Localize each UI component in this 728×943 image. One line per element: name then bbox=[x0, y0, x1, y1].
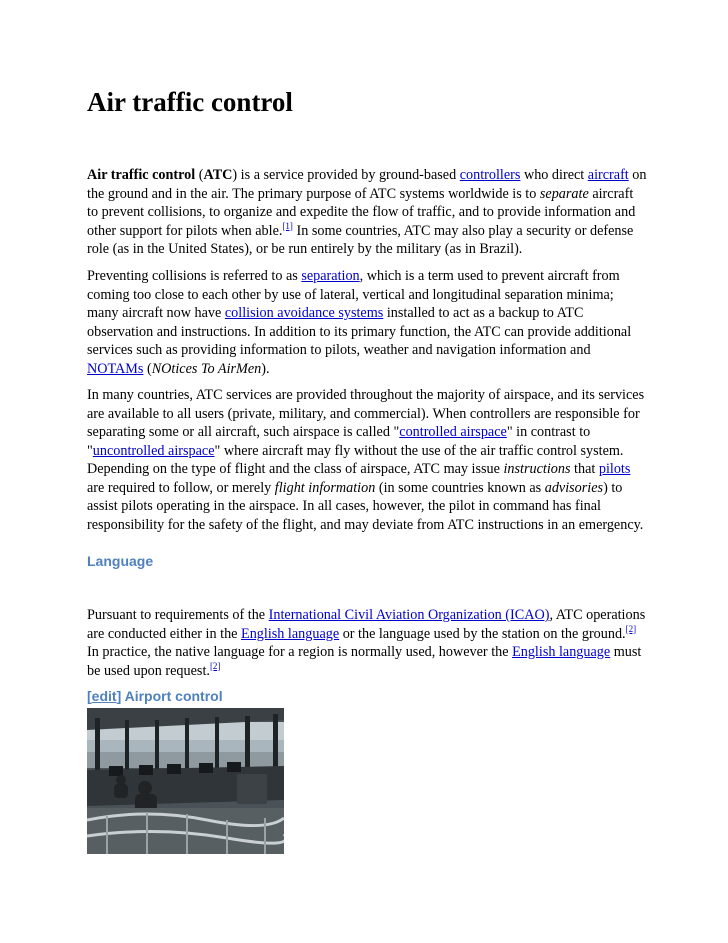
bracket: [ bbox=[87, 688, 92, 704]
text: are required to follow, or merely bbox=[87, 479, 275, 496]
text: aircraft to prevent collisions, to organize and expedite the flow of traffic, and to provide information and other support for pilots when able. bbox=[87, 185, 636, 239]
link-aircraft[interactable]: aircraft bbox=[587, 167, 629, 183]
link-separation[interactable]: separation bbox=[301, 268, 360, 284]
text: Preventing collisions is referred to as bbox=[87, 268, 302, 284]
term-bold: Air traffic control bbox=[87, 167, 196, 183]
text: on the ground and in the air. The primary purpose of ATC systems worldwide is to bbox=[87, 167, 647, 202]
text: or the language used by the station on the ground. bbox=[339, 625, 626, 642]
abbr-bold: ATC bbox=[203, 167, 233, 183]
link-notams[interactable]: NOTAMs bbox=[87, 360, 144, 377]
heading-label: Airport control bbox=[121, 688, 223, 704]
text: ( bbox=[143, 360, 152, 377]
italic-term: NOtices To AirMen bbox=[151, 360, 262, 377]
text: who direct bbox=[520, 167, 588, 183]
separation-paragraph bbox=[87, 267, 647, 378]
link-uncontrolled-airspace[interactable]: uncontrolled airspace bbox=[92, 442, 215, 459]
italic-term: instructions bbox=[503, 461, 571, 477]
text: that bbox=[570, 461, 599, 477]
text: must be used upon request. bbox=[87, 644, 642, 679]
edit-link[interactable]: edit bbox=[91, 688, 117, 704]
bracket: ] bbox=[116, 688, 122, 704]
page-title: Air traffic control bbox=[87, 87, 293, 117]
text: In many countries, ATC services are provided throughout the majority of airspace, and its services are available to all users (private, military, and commercial). When controllers are responsible for separating some or all aircraft, such airspace is called " bbox=[87, 387, 645, 440]
italic-term: advisories bbox=[544, 479, 604, 496]
link-pilots[interactable]: pilots bbox=[598, 461, 631, 477]
link-controllers[interactable]: controllers bbox=[459, 167, 521, 183]
text: " in contrast to " bbox=[87, 424, 591, 459]
text: ). bbox=[261, 360, 270, 377]
control-tower-photo bbox=[87, 708, 284, 854]
link-english-language-2[interactable]: English language bbox=[512, 644, 611, 660]
text: , which is a term used to prevent aircraft from coming too close to each other by use of lateral, vertical and longitudinal separation minima; many aircraft now have bbox=[87, 268, 620, 321]
section-heading-language: Language bbox=[87, 553, 154, 569]
link-english-language[interactable]: English language bbox=[241, 625, 340, 642]
text: installed to act as a backup to ATC observation and instructions. In addition to its primary function, the ATC can provide additional services such as providing information to pilots, weather and navigation information and bbox=[87, 305, 632, 358]
language-paragraph bbox=[87, 606, 647, 680]
italic-term: flight information bbox=[274, 479, 376, 496]
text: " where aircraft may fly without the use of the air traffic control system. Depending on the type of flight and the class of airspace, ATC may issue bbox=[87, 442, 624, 477]
text: ) is a service provided by ground-based bbox=[232, 167, 460, 183]
link-icao[interactable]: International Civil Aviation Organization (ICAO) bbox=[268, 607, 550, 623]
section-heading-airport-control bbox=[87, 687, 223, 705]
text: Pursuant to requirements of the bbox=[87, 607, 269, 623]
text: In practice, the native language for a region is normally used, however the bbox=[87, 644, 513, 660]
link-controlled-airspace[interactable]: controlled airspace bbox=[399, 424, 507, 440]
text: , ATC operations are conducted either in the bbox=[87, 607, 646, 642]
link-collision-avoidance-systems[interactable]: collision avoidance systems bbox=[224, 305, 384, 321]
text: (in some countries known as bbox=[375, 479, 545, 496]
text: ( bbox=[195, 167, 204, 183]
intro-paragraph bbox=[87, 166, 647, 259]
italic-term: separate bbox=[539, 185, 589, 202]
text: ) to assist pilots operating in the airspace. In all cases, however, the pilot in command has final responsibility for the safety of the flight, and may deviate from ATC instructions in an emergency. bbox=[87, 479, 644, 533]
citation-2b[interactable]: [2] bbox=[209, 660, 221, 671]
citation-1[interactable]: [1] bbox=[282, 220, 293, 231]
airspace-paragraph bbox=[87, 386, 647, 534]
citation-2[interactable]: [2] bbox=[625, 623, 637, 634]
text: In some countries, ATC may also play a security or defense role (as in the United States), or be run entirely by the military (as in Brazil). bbox=[87, 222, 634, 257]
